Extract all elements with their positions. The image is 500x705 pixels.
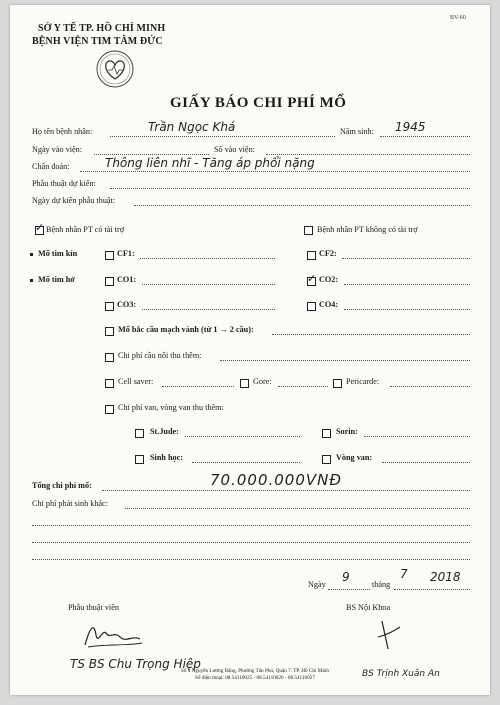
bridge-cost-checkbox[interactable]: [105, 353, 114, 362]
planned-date-label: Ngày dự kiến phẫu thuật:: [32, 196, 116, 205]
diagnosis-value[interactable]: Thông liên nhĩ - Tăng áp phổi nặng: [105, 156, 315, 170]
st-jude-checkbox[interactable]: [135, 429, 144, 438]
cell-saver-label: Cell saver:: [118, 377, 154, 386]
co2-label: CO2:: [319, 275, 339, 284]
bypass-checkbox[interactable]: [105, 327, 114, 336]
admit-number-label: Số vào viện:: [214, 145, 255, 154]
hospital-logo-icon: [95, 49, 135, 89]
unsponsored-label: Bệnh nhân PT không có tài trợ: [317, 225, 418, 234]
total-cost-label: Tổng chi phí mổ:: [32, 481, 92, 490]
sponsored-checkbox[interactable]: [35, 221, 45, 235]
sponsored-label: Bệnh nhân PT có tài trợ: [46, 225, 125, 234]
admit-date-label: Ngày vào viện:: [32, 145, 83, 154]
cf2-label: CF2:: [319, 249, 337, 258]
surgeon-signature-icon: [80, 617, 150, 657]
cf1-label: CF1:: [117, 249, 135, 258]
valve-cost-label: Chi phí van, vòng van thu thêm:: [118, 403, 224, 412]
open-heart-label: Mổ tim hở: [38, 275, 75, 284]
co3-label: CO3:: [117, 300, 137, 309]
co4-label: CO4:: [319, 300, 339, 309]
closed-heart-label: Mổ tim kín: [38, 249, 78, 258]
bypass-label: Mổ bắc cầu mạch vành (từ 1 → 2 cầu):: [118, 325, 254, 334]
birth-year-label: Năm sinh:: [340, 127, 374, 136]
bio-valve-label: Sinh học:: [150, 453, 183, 462]
patient-name-label: Họ tên bệnh nhân:: [32, 127, 93, 136]
valve-cost-checkbox[interactable]: [105, 405, 114, 414]
co3-checkbox[interactable]: [105, 302, 114, 311]
diagnosis-label: Chẩn đoán:: [32, 162, 70, 171]
check-mark-icon: ✓: [307, 272, 317, 285]
hospital-name: BỆNH VIỆN TIM TÂM ĐỨC: [32, 36, 163, 47]
form-code: BV-60: [450, 15, 466, 21]
bullet-icon: [30, 253, 33, 256]
footer-address: Số 4 Nguyễn Lương Bằng, Phường Tân Phú, Quận 7. TP. Hồ Chí Minh: [181, 668, 329, 674]
form-title: GIẤY BÁO CHI PHÍ MỔ: [170, 95, 347, 111]
internist-name: BS Trịnh Xuân An: [362, 669, 440, 679]
ring-label: Vòng van:: [336, 453, 373, 462]
check-mark-icon: ✓: [35, 221, 45, 234]
st-jude-label: St.Jude:: [150, 427, 179, 436]
cell-saver-checkbox[interactable]: [105, 379, 114, 388]
co4-checkbox[interactable]: [307, 302, 316, 311]
internist-signature-icon: [374, 617, 404, 657]
cf2-checkbox[interactable]: [307, 251, 316, 260]
surgeon-name: TS BS Chu Trọng Hiệp: [70, 657, 201, 671]
sorin-checkbox[interactable]: [322, 429, 331, 438]
year-value[interactable]: 2018: [430, 570, 461, 584]
cf1-checkbox[interactable]: [105, 251, 114, 260]
bullet-icon: [30, 279, 33, 282]
co1-checkbox[interactable]: [105, 277, 114, 286]
ministry-name: SỞ Y TẾ TP. HỒ CHÍ MINH: [38, 23, 166, 34]
co2-checkbox[interactable]: [307, 272, 317, 286]
day-label: Ngày: [308, 580, 326, 589]
bio-valve-checkbox[interactable]: [135, 455, 144, 464]
month-label: tháng: [372, 580, 391, 589]
footer-phone: Số điện thoại: 08.54110025 - 08.54110026 - 08.54110027: [195, 675, 315, 681]
surgeon-label: Phẫu thuật viên: [68, 603, 119, 612]
pericarde-label: Pericarde:: [346, 377, 380, 386]
co1-label: CO1:: [117, 275, 137, 284]
unsponsored-checkbox[interactable]: [304, 226, 313, 235]
gore-label: Gore:: [253, 377, 272, 386]
gore-checkbox[interactable]: [240, 379, 249, 388]
internist-label: BS Nội Khoa: [346, 603, 391, 612]
total-cost-value[interactable]: 70.000.000VNĐ: [210, 471, 342, 489]
planned-surgery-label: Phẫu thuật dự kiến:: [32, 179, 96, 188]
birth-year-value[interactable]: 1945: [395, 120, 426, 134]
patient-name-value[interactable]: Trần Ngọc Khá: [148, 120, 236, 134]
day-value[interactable]: 9: [342, 570, 350, 584]
pericarde-checkbox[interactable]: [333, 379, 342, 388]
month-value[interactable]: 7: [400, 567, 408, 581]
bridge-cost-label: Chi phí cầu nối thu thêm:: [118, 351, 202, 360]
extra-cost-label: Chi phí phát sinh khác:: [32, 499, 108, 508]
ring-checkbox[interactable]: [322, 455, 331, 464]
cost-notice-form: [10, 5, 490, 695]
sorin-label: Sorin:: [336, 427, 358, 436]
